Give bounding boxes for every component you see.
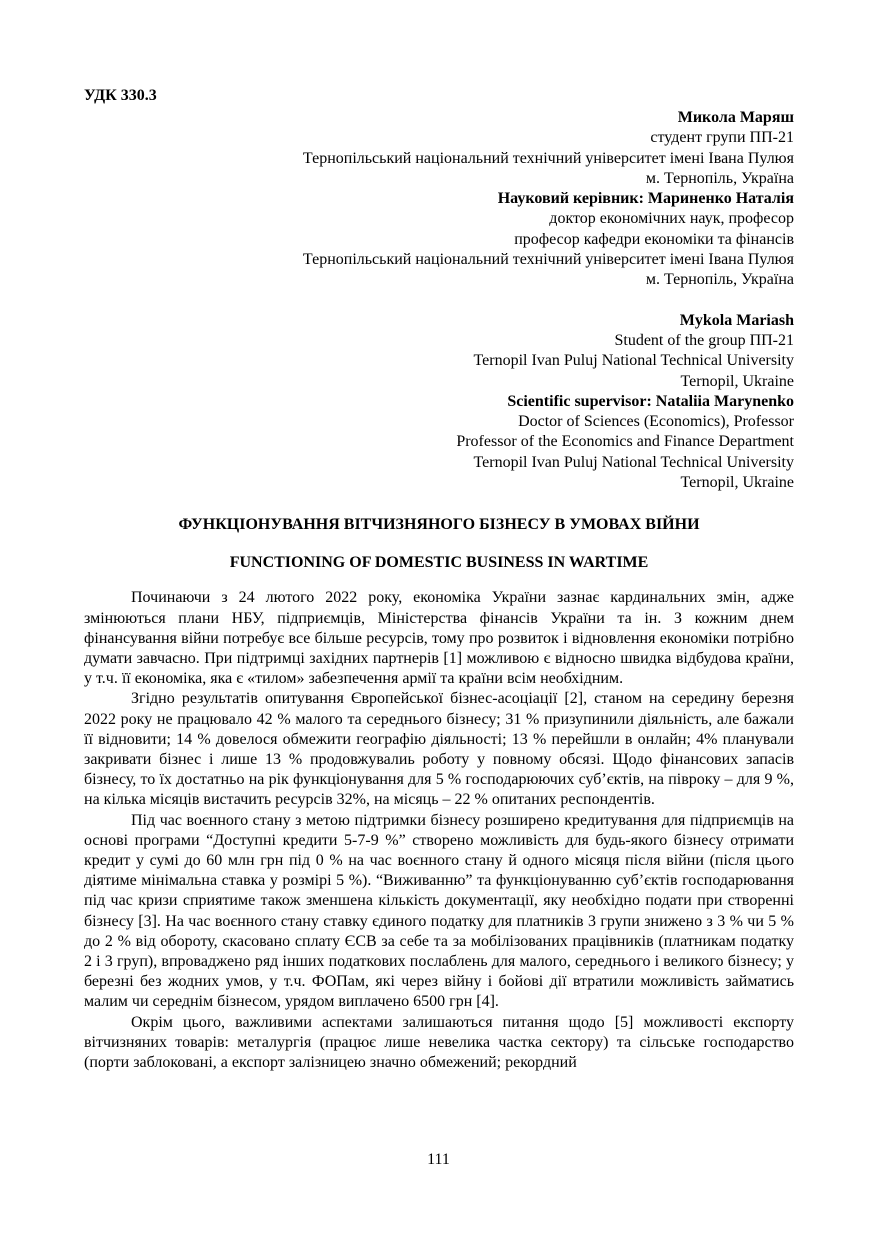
author-line: студент групи ПП-21	[650, 129, 794, 147]
author-line: Student of the group ПП-21	[614, 331, 794, 349]
author-line: Науковий керівник: Мариненко Наталія	[497, 190, 794, 208]
author-line: Doctor of Sciences (Economics), Professor	[518, 413, 794, 431]
paper-page	[84, 86, 794, 1073]
paragraph: Згідно результатів опитування Європейської бізнес-асоціації [2], станом на середину березня 2022 року не працювало 42 % малого та середнього бізнесу; 31 % призупинили діяльність, але бажали її відновити; 14 % довелося обмежити географію діяльності; 13 % перейшли в онлайн; 4% планували закривати бізнес і лише 13 % продовжувалиь роботу у повному обсязі. Щодо фінансових запасів бізнесу, то їх достатньо на рік функціонування для 5 % господарюючих суб’єктів, на півроку – для 9 %, на кілька місяців вистачить ресурсів 32%, на місяць – 22 % опитаних респондентів.	[84, 690, 794, 809]
author-line: м. Тернопіль, Україна	[645, 169, 794, 187]
author-line: Ternopil Ivan Puluj National Technical University	[473, 352, 794, 370]
paragraph: Окрім цього, важливими аспектами залишаються питання щодо [5] можливості експорту вітчизняних товарів: металургія (працює лише невелика частка сектору) та сільське господарство (порти заблоковані, а експорт залізницею значно обмежений; рекордний	[84, 1013, 794, 1072]
author-line: професор кафедри економіки та фінансів	[514, 230, 794, 248]
author-line: Тернопільський національний технічний університет імені Івана Пулюя	[302, 149, 794, 167]
author-line: Ternopil, Ukraine	[680, 372, 794, 390]
author-line: м. Тернопіль, Україна	[645, 271, 794, 289]
author-line: Ternopil, Ukraine	[680, 474, 794, 492]
author-line: Professor of the Economics and Finance Department	[456, 433, 794, 451]
author-line: Scientific supervisor: Nataliia Marynenko	[507, 392, 794, 410]
title-en: FUNCTIONING OF DOMESTIC BUSINESS IN WARTIME	[229, 554, 649, 572]
title-ua: ФУНКЦІОНУВАННЯ ВІТЧИЗНЯНОГО БІЗНЕСУ В УМОВАХ ВІЙНИ	[178, 516, 700, 534]
authors-en-block	[84, 311, 794, 494]
paragraph: Під час воєнного стану з метою підтримки бізнесу розширено кредитування для підприємців на основі програми “Доступні кредити 5-7-9 %” створено можливість для будь-якого бізнесу отримати кредит у сумі до 60 млн грн під 0 % на час воєнного стану й одного місяця після війни (після цього діятиме мінімальна ставка у розмірі 5 %). “Виживанню” та функціонуванню суб’єктів господарювання під час кризи сприятиме також зменшена кількість документації, яку необхідно подати при створенні бізнесу [3]. На час воєнного стану ставку єдиного податку для платників 3 групи знижено з 3 % чи 5 % до 2 % від обороту, скасовано сплату ЄСВ за себе та за мобілізованих працівників (платникам податку 2 і 3 груп), впроваджено ряд інших податкових послаблень для малого, середнього і великого бізнесу; у березні без жодних умов, у т.ч. ФОПам, які через війну і бойові дії втратили можливість займатись малим чи середнім бізнесом, урядом виплачено 6500 грн [4].	[84, 811, 794, 1011]
author-line: доктор економічних наук, професор	[549, 210, 794, 228]
udk-code: УДК 330.3	[84, 87, 157, 104]
author-line: Ternopil Ivan Puluj National Technical University	[473, 453, 794, 471]
author-line: Микола Маряш	[677, 109, 794, 126]
body-text	[84, 588, 794, 1073]
author-line: Тернопільський національний технічний університет імені Івана Пулюя	[302, 251, 794, 269]
page-number: 111	[427, 1151, 450, 1168]
author-line: Mykola Mariash	[679, 311, 794, 329]
authors-ua-block	[84, 108, 794, 291]
paragraph: Починаючи з 24 лютого 2022 року, економіка України зазнає кардинальних змін, адже змінюються плани НБУ, підприємців, Міністерства фінансів України та ін. З кожним днем фінансування війни потребує все більше ресурсів, тому про розвиток і відновлення економіки потрібно думати завчасно. При підтримці західних партнерів [1] можливою є відносно швидка відбудова країни, у т.ч. її економіка, яка є «тилом» забезпечення армії та країни всім необхідним.	[84, 589, 794, 688]
